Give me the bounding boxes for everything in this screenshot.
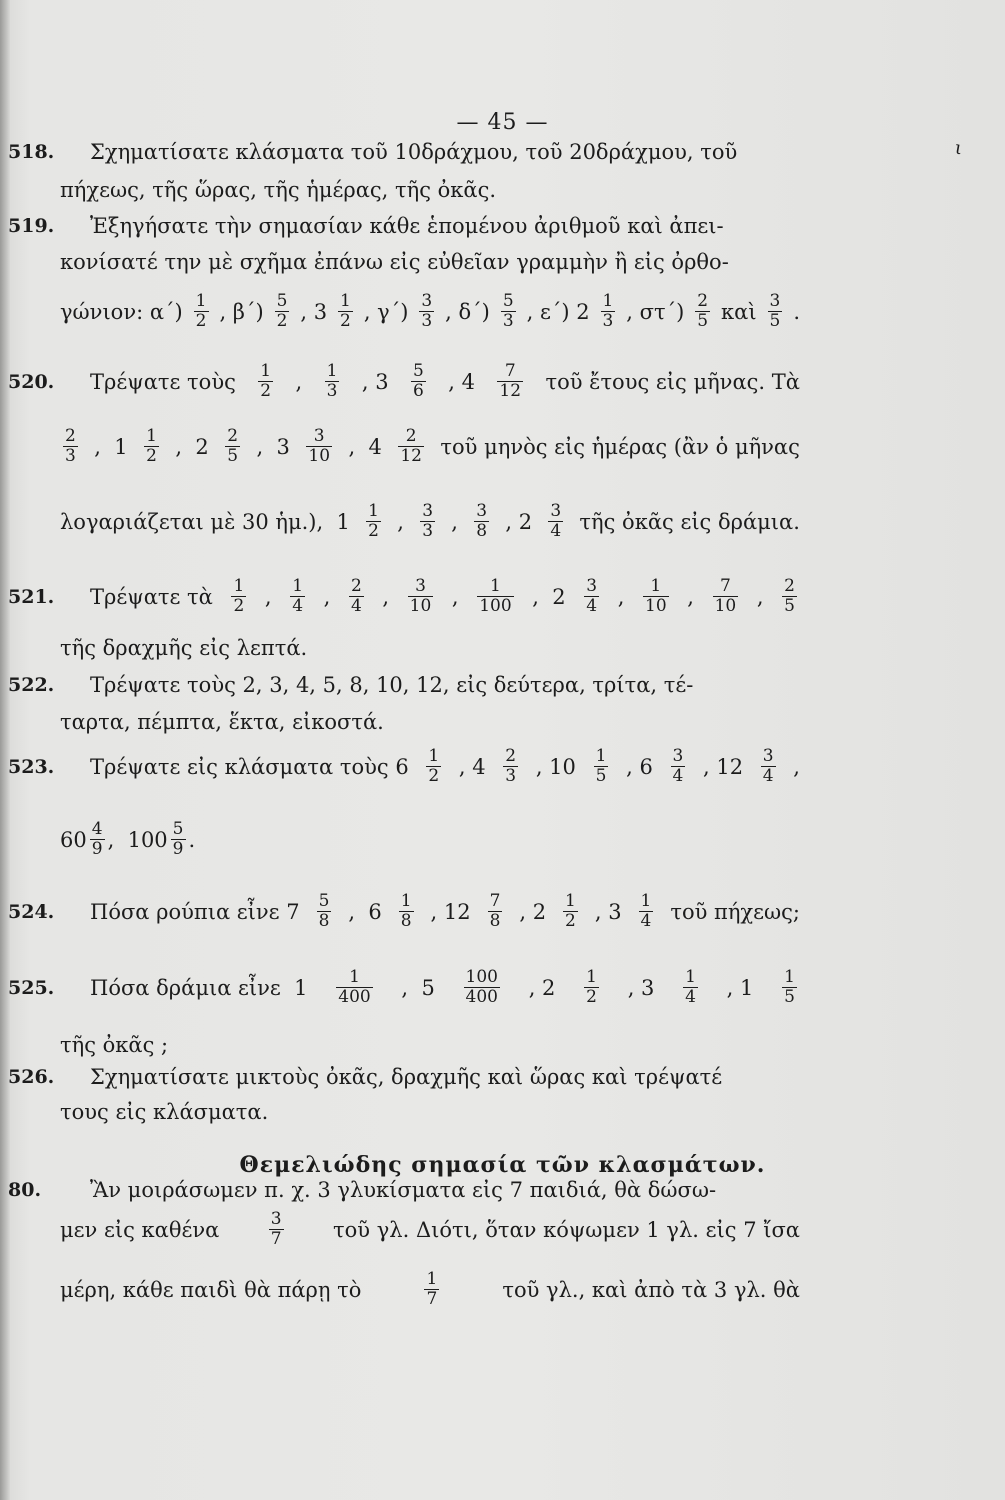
fraction-denominator: 400	[338, 987, 371, 1007]
text-line	[60, 818, 800, 862]
fraction-numerator: 1	[685, 967, 696, 988]
fraction-denominator: 2	[368, 521, 379, 541]
line-content	[90, 969, 800, 1007]
fraction	[768, 293, 783, 331]
text-run: ,	[323, 585, 331, 609]
fraction-denominator: 8	[400, 911, 412, 931]
fraction-denominator: 4	[292, 596, 304, 616]
fraction-numerator: 1	[586, 967, 597, 988]
fraction	[325, 363, 340, 401]
fraction	[275, 293, 290, 331]
fraction-denominator: 9	[172, 839, 184, 859]
text-run: τοῦ ἔτους εἰς μῆνας. Τὰ	[545, 370, 800, 394]
fraction	[171, 821, 186, 859]
fraction	[63, 428, 78, 466]
text-run: , 3	[361, 370, 389, 394]
fraction-numerator: 3	[672, 746, 684, 767]
fraction	[306, 428, 332, 466]
text-run: Σχηματίσατε μικτοὺς ὀκᾶς, δραχμῆς καὶ ὥρας καὶ τρέψατέ	[90, 1065, 723, 1089]
fraction	[419, 293, 434, 331]
text-run: Ἂν μοιράσωμεν π. χ. 3 γλυκίσματα εἰς 7 παιδιά, θὰ δώσω-	[90, 1178, 717, 1202]
fraction	[477, 578, 513, 616]
text-run: Τρέψατε τὰ	[90, 585, 213, 609]
text-line	[8, 966, 800, 1010]
fraction	[194, 293, 209, 331]
fraction	[338, 293, 353, 331]
text-run: , γ΄)	[363, 300, 409, 324]
line-content	[90, 893, 800, 931]
fraction	[563, 893, 578, 931]
fraction	[713, 578, 739, 616]
text-run: , 12	[430, 900, 471, 924]
fraction-denominator: 10	[308, 446, 331, 466]
text-line	[60, 290, 800, 334]
fraction-numerator: 3	[476, 501, 488, 522]
text-run: τῆς ὀκᾶς εἰς δράμια.	[579, 510, 800, 534]
fraction-denominator: 2	[276, 311, 288, 331]
fraction-numerator: 1	[428, 746, 440, 767]
fraction	[643, 578, 669, 616]
fraction	[290, 578, 305, 616]
fraction-numerator: 5	[318, 891, 330, 912]
fraction-numerator: 3	[550, 501, 562, 522]
text-run: Ἐξηγήσατε τὴν σημασίαν κάθε ἑπομένου ἀριθμοῦ καὶ ἀπει-	[90, 214, 724, 238]
margin-mark: ι	[953, 137, 964, 160]
fraction	[594, 748, 609, 786]
fraction-denominator: 5	[595, 766, 607, 786]
text-run: , 100	[107, 828, 168, 852]
fraction	[420, 503, 435, 541]
text-run: τους εἰς κλάσματα.	[60, 1100, 269, 1124]
exercise-number: 525.	[8, 977, 55, 999]
exercise-number: 526.	[8, 1066, 55, 1088]
fraction-denominator: 3	[65, 446, 76, 466]
fraction-denominator: 7	[270, 1229, 282, 1249]
fraction	[782, 969, 797, 1007]
text-line	[60, 1208, 800, 1252]
fraction-numerator: 5	[172, 819, 184, 840]
fraction-numerator: 7	[489, 891, 501, 912]
fraction-numerator: 1	[490, 576, 501, 597]
text-run: τοῦ γλ. Διότι, ὅταν κόψωμεν 1 γλ. εἰς 7 ἴσα	[333, 1218, 800, 1242]
fraction-numerator: 1	[326, 361, 338, 382]
text-run: , 3	[594, 900, 622, 924]
fraction-denominator: 4	[640, 911, 652, 931]
line-content	[90, 748, 800, 786]
fraction-numerator: 1	[650, 576, 662, 597]
fraction-numerator: 1	[146, 426, 157, 447]
fraction	[503, 748, 518, 786]
text-run: .	[188, 828, 196, 852]
fraction-denominator: 5	[769, 311, 781, 331]
fraction-numerator: 1	[368, 501, 379, 522]
fraction-denominator: 5	[784, 987, 795, 1007]
exercise-number: 521.	[8, 586, 55, 608]
fraction-numerator: 1	[565, 891, 576, 912]
text-run: , δ΄)	[445, 300, 490, 324]
exercise-number: 524.	[8, 901, 55, 923]
fraction-denominator: 12	[499, 381, 522, 401]
line-content	[60, 1033, 800, 1057]
fraction-numerator: 2	[405, 426, 417, 447]
exercise-number: 80.	[8, 1179, 42, 1201]
fraction-denominator: 3	[602, 311, 614, 331]
fraction	[683, 969, 698, 1007]
fraction	[317, 893, 332, 931]
text-run: , 1	[726, 976, 754, 1000]
fraction	[411, 363, 426, 401]
fraction	[144, 428, 159, 466]
text-run: τοῦ γλ., καὶ ἀπὸ τὰ 3 γλ. θὰ	[502, 1278, 800, 1302]
text-line	[60, 500, 800, 544]
fraction	[426, 748, 441, 786]
line-content	[90, 363, 800, 401]
fraction-numerator: 5	[276, 291, 288, 312]
line-content	[60, 178, 800, 202]
fraction	[464, 969, 500, 1007]
fraction-denominator: 3	[326, 381, 338, 401]
text-run: ,	[451, 585, 459, 609]
fraction	[639, 893, 654, 931]
text-run: 60	[60, 828, 87, 852]
fraction-numerator: 3	[270, 1209, 282, 1230]
fraction-numerator: 1	[260, 361, 272, 382]
text-run: μέρη, κάθε παιδὶ θὰ πάρῃ τὸ	[60, 1278, 362, 1302]
fraction	[584, 969, 599, 1007]
text-run: , ε΄) 2	[526, 300, 590, 324]
fraction-numerator: 3	[415, 576, 426, 597]
text-line	[8, 575, 800, 619]
line-content	[90, 214, 800, 238]
page-number: — 45 —	[456, 110, 549, 135]
exercise-number: 522.	[8, 674, 55, 696]
fraction-denominator: 4	[350, 596, 362, 616]
text-line	[8, 360, 800, 404]
text-run: ,	[617, 585, 625, 609]
fraction	[225, 428, 240, 466]
text-run: , 2	[528, 976, 556, 1000]
fraction	[584, 578, 599, 616]
fraction-numerator: 1	[292, 576, 304, 597]
fraction-denominator: 5	[697, 311, 709, 331]
text-run: , 3	[627, 976, 655, 1000]
fraction-denominator: 7	[426, 1289, 438, 1309]
text-run: μεν εἰς καθένα	[60, 1218, 220, 1242]
fraction	[782, 578, 797, 616]
text-run: , 2	[175, 435, 209, 459]
line-content	[90, 1065, 800, 1089]
text-run: Τρέψατε τοὺς	[90, 370, 236, 394]
fraction	[398, 428, 424, 466]
fraction-numerator: 3	[769, 291, 781, 312]
text-run: Τρέψατε τοὺς 2, 3, 4, 5, 8, 10, 12, εἰς δεύτερα, τρίτα, τέ-	[90, 673, 694, 697]
text-run: ταρτα, πέμπτα, ἕκτα, εἰκοστά.	[60, 710, 384, 734]
text-run: , 3	[300, 300, 328, 324]
fraction	[336, 969, 372, 1007]
fraction-denominator: 2	[565, 911, 576, 931]
line-content	[90, 1178, 800, 1202]
fraction-denominator: 2	[260, 381, 272, 401]
line-content	[90, 140, 800, 164]
line-content	[60, 293, 800, 331]
fraction-numerator: 1	[195, 291, 207, 312]
fraction	[90, 821, 105, 859]
fraction-numerator: 1	[340, 291, 351, 312]
text-run: , 4	[448, 370, 475, 394]
fraction	[258, 363, 273, 401]
fraction-denominator: 8	[476, 521, 488, 541]
text-line	[8, 745, 800, 789]
text-run: καὶ	[721, 300, 757, 324]
text-line	[60, 1090, 800, 1134]
fraction-numerator: 5	[502, 291, 514, 312]
fraction-denominator: 10	[409, 596, 432, 616]
fraction-numerator: 2	[227, 426, 239, 447]
line-content	[60, 428, 800, 466]
fraction-numerator: 3	[313, 426, 325, 447]
text-run: , 10	[535, 755, 576, 779]
text-line	[60, 700, 800, 744]
text-run: τῆς ὀκᾶς ;	[60, 1033, 169, 1057]
fraction	[399, 893, 414, 931]
fraction	[366, 503, 381, 541]
fraction-denominator: 12	[400, 446, 422, 466]
fraction	[488, 893, 503, 931]
text-run: λογαριάζεται μὲ 30 ἡμ.), 1	[60, 510, 350, 534]
fraction-denominator: 2	[195, 311, 207, 331]
fraction-numerator: 1	[349, 967, 360, 988]
text-run: ,	[793, 755, 800, 779]
fraction-numerator: 7	[719, 576, 731, 597]
fraction-numerator: 100	[465, 967, 498, 988]
fraction-denominator: 2	[146, 446, 157, 466]
fraction-numerator: 1	[595, 746, 607, 767]
fraction-denominator: 5	[227, 446, 239, 466]
fraction-numerator: 3	[422, 501, 434, 522]
text-run: τοῦ πήχεως;	[670, 900, 800, 924]
fraction-numerator: 1	[233, 576, 245, 597]
fraction-denominator: 100	[479, 596, 512, 616]
fraction	[497, 363, 523, 401]
fraction-numerator: 1	[784, 967, 795, 988]
fraction	[231, 578, 246, 616]
text-run: , β΄)	[219, 300, 264, 324]
fraction	[761, 748, 776, 786]
line-content	[60, 1100, 800, 1124]
fraction-numerator: 3	[762, 746, 774, 767]
fraction-denominator: 3	[421, 311, 433, 331]
text-run: Πόσα δράμια εἶνε 1	[90, 976, 308, 1000]
text-run: γώνιον: α΄)	[60, 300, 183, 324]
fraction-denominator: 10	[645, 596, 667, 616]
text-line	[8, 890, 800, 934]
fraction	[424, 1271, 439, 1309]
text-run: , 1	[94, 435, 128, 459]
text-line	[8, 1168, 800, 1212]
text-run: , 2	[519, 900, 547, 924]
text-run: ,	[264, 585, 272, 609]
fraction-numerator: 1	[426, 1269, 438, 1290]
fraction	[474, 503, 489, 541]
fraction-denominator: 4	[762, 766, 774, 786]
text-run: , 5	[401, 976, 435, 1000]
line-content	[60, 1211, 800, 1249]
text-run: , 6	[626, 755, 653, 779]
text-run: κονίσατέ την μὲ σχῆμα ἐπάνω εἰς εὐθεῖαν γραμμὴν ἢ εἰς ὀρθο-	[60, 250, 729, 274]
text-run: , 6	[348, 900, 382, 924]
line-content	[60, 636, 800, 660]
text-line	[60, 425, 800, 469]
text-run: , 4	[348, 435, 382, 459]
text-run: , 3	[256, 435, 290, 459]
fraction	[501, 293, 516, 331]
text-run: , 2	[532, 585, 566, 609]
text-run: Τρέψατε εἰς κλάσματα τοὺς 6	[90, 755, 409, 779]
text-run: ,	[397, 510, 404, 534]
fraction-numerator: 1	[602, 291, 614, 312]
fraction-denominator: 2	[428, 766, 440, 786]
exercise-number: 520.	[8, 371, 55, 393]
fraction-denominator: 9	[91, 839, 103, 859]
fraction-denominator: 4	[672, 766, 684, 786]
fraction	[349, 578, 364, 616]
fraction-denominator: 10	[714, 596, 737, 616]
fraction-numerator: 2	[505, 746, 517, 767]
fraction-numerator: 1	[640, 891, 652, 912]
line-content	[60, 821, 800, 859]
fraction-numerator: 2	[65, 426, 76, 447]
fraction	[601, 293, 616, 331]
text-run: ,	[756, 585, 764, 609]
fraction-numerator: 2	[784, 576, 795, 597]
fraction-denominator: 6	[413, 381, 424, 401]
fraction-denominator: 4	[586, 596, 598, 616]
line-content	[60, 250, 800, 274]
exercise-number: 518.	[8, 141, 55, 163]
text-run: ,	[451, 510, 458, 534]
line-content	[90, 673, 800, 697]
text-run: Πόσα ρούπια εἶνε 7	[90, 900, 300, 924]
fraction-numerator: 4	[91, 819, 103, 840]
fraction-numerator: 1	[400, 891, 412, 912]
fraction-numerator: 3	[421, 291, 433, 312]
line-content	[60, 1271, 800, 1309]
fraction-numerator: 5	[413, 361, 424, 382]
line-content	[60, 710, 800, 734]
fraction-numerator: 7	[504, 361, 516, 382]
exercise-number: 523.	[8, 756, 55, 778]
line-content	[90, 578, 800, 616]
text-run: , 12	[703, 755, 744, 779]
fraction-numerator: 3	[586, 576, 598, 597]
text-run: ,	[382, 585, 390, 609]
fraction-denominator: 400	[465, 987, 498, 1007]
text-run: .	[793, 300, 800, 324]
fraction-denominator: 8	[489, 911, 501, 931]
text-run: ,	[295, 370, 303, 394]
fraction-denominator: 2	[340, 311, 351, 331]
fraction-denominator: 3	[422, 521, 434, 541]
text-run: , 2	[505, 510, 533, 534]
text-run: τοῦ μηνὸς εἰς ἡμέρας (ἂν ὁ μῆνας	[440, 435, 800, 459]
fraction-numerator: 2	[697, 291, 709, 312]
fraction-denominator: 2	[586, 987, 597, 1007]
text-line	[60, 240, 800, 284]
fraction-denominator: 5	[784, 596, 795, 616]
fraction-denominator: 8	[318, 911, 330, 931]
fraction	[269, 1211, 284, 1249]
fraction	[695, 293, 710, 331]
text-run: τῆς δραχμῆς εἰς λεπτά.	[60, 636, 308, 660]
text-run: πήχεως, τῆς ὥρας, τῆς ἡμέρας, τῆς ὀκᾶς.	[60, 178, 497, 202]
fraction-denominator: 3	[505, 766, 517, 786]
text-run: , 4	[458, 755, 486, 779]
fraction-denominator: 4	[550, 521, 562, 541]
fraction	[548, 503, 563, 541]
text-line	[60, 1268, 800, 1312]
text-run: Σχηματίσατε κλάσματα τοῦ 10δράχμου, τοῦ 20δράχμου, τοῦ	[90, 140, 738, 164]
line-content	[60, 503, 800, 541]
fraction	[408, 578, 434, 616]
section-heading: Θεμελιώδης σημασία τῶν κλασμάτων.	[239, 1152, 766, 1178]
fraction-denominator: 2	[233, 596, 245, 616]
fraction-numerator: 2	[350, 576, 362, 597]
text-run: , στ΄)	[626, 300, 685, 324]
fraction	[671, 748, 686, 786]
fraction-denominator: 4	[685, 987, 696, 1007]
fraction-denominator: 3	[502, 311, 514, 331]
exercise-number: 519.	[8, 215, 55, 237]
text-run: ,	[687, 585, 694, 609]
